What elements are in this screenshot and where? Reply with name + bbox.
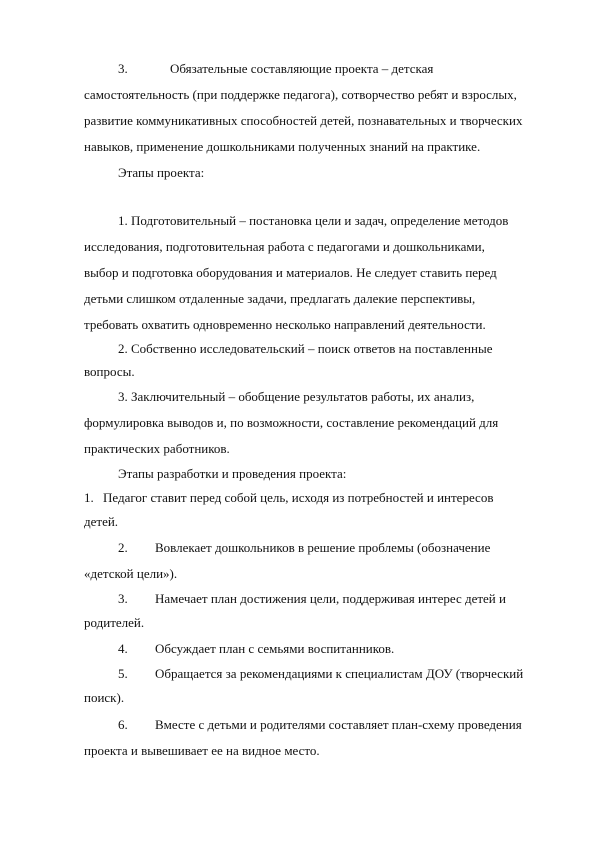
components-line-4: навыков, применение дошкольниками полученных знаний на практике. [84,139,481,154]
stage3-line-2: формулировка выводов и, по возможности, составление рекомендаций для [84,415,499,430]
dev-item-6-line-1: Вместе с детьми и родителями составляет план-схему проведения [155,717,522,732]
components-number: 3. [118,61,128,76]
dev-heading: Этапы разработки и проведения проекта: [118,466,347,481]
dev-item-6-number: 6. [118,717,128,732]
dev-item-1-line-2: детей. [84,514,119,529]
stage1-line-2: исследования, подготовительная работа с педагогами и дошкольниками, [84,239,485,254]
dev-item-5-line-1: Обращается за рекомендациями к специалистам ДОУ (творческий [155,666,524,681]
stage2-line-1: 2. Собственно исследовательский – поиск ответов на поставленные [118,341,493,356]
dev-item-2-line-2: «детской цели»). [84,566,178,581]
dev-item-3-line-2: родителей. [84,615,145,630]
dev-item-2-line-1: Вовлекает дошкольников в решение проблемы (обозначение [155,540,491,555]
dev-item-1-line-1: Педагог ставит перед собой цель, исходя из потребностей и интересов [103,490,494,505]
stage1-line-3: выбор и подготовка оборудования и материалов. Не следует ставить перед [84,265,497,280]
dev-item-6-line-2: проекта и вывешивает ее на видное место. [84,743,320,758]
stages-heading: Этапы проекта: [118,165,205,180]
stage2-line-2: вопросы. [84,364,135,379]
components-line-3: развитие коммуникативных способностей детей, познавательных и творческих [84,113,523,128]
dev-item-4-number: 4. [118,641,128,656]
stage1-line-5: требовать охватить одновременно несколько направлений деятельности. [84,317,486,332]
dev-item-2-number: 2. [118,540,128,555]
dev-item-5-line-2: поиск). [84,690,125,705]
stage1-line-1: 1. Подготовительный – постановка цели и задач, определение методов [118,213,509,228]
stage3-line-1: 3. Заключительный – обобщение результатов работы, их анализ, [118,389,475,404]
components-line-2: самостоятельность (при поддержке педагога), сотворчество ребят и взрослых, [84,87,517,102]
dev-item-1-number: 1. [84,490,94,505]
components-line-1: Обязательные составляющие проекта – детская [170,61,434,76]
dev-item-3-line-1: Намечает план достижения цели, поддерживая интерес детей и [155,591,506,606]
stage3-line-3: практических работников. [84,441,230,456]
dev-item-4-line-1: Обсуждает план с семьями воспитанников. [155,641,395,656]
stage1-line-4: детьми слишком отдаленные задачи, предлагать далекие перспективы, [84,291,476,306]
dev-item-5-number: 5. [118,666,128,681]
dev-item-3-number: 3. [118,591,128,606]
